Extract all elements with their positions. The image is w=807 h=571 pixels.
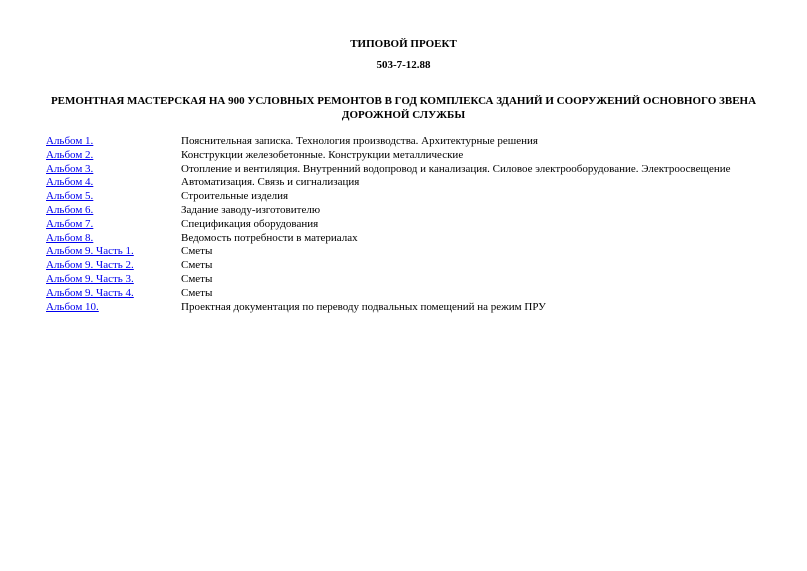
album-row bbox=[46, 204, 786, 218]
album-description: Сметы bbox=[181, 259, 213, 272]
album-description: Проектная документация по переводу подвальных помещений на режим ПРУ bbox=[181, 300, 546, 313]
album-description: Задание заводу-изготовителю bbox=[181, 203, 321, 216]
album-row bbox=[46, 245, 786, 259]
album-link[interactable]: Альбом 10. bbox=[46, 300, 99, 313]
album-link[interactable]: Альбом 9. Часть 3. bbox=[46, 272, 134, 285]
album-row bbox=[46, 218, 786, 232]
album-link[interactable]: Альбом 5. bbox=[46, 190, 94, 203]
album-description: Пояснительная записка. Технология производства. Архитектурные решения bbox=[181, 135, 538, 147]
album-link[interactable]: Альбом 3. bbox=[46, 162, 94, 175]
album-description: Сметы bbox=[181, 272, 213, 285]
album-link[interactable]: Альбом 4. bbox=[46, 176, 94, 189]
album-row bbox=[46, 259, 786, 273]
project-code-heading: 503-7-12.88 bbox=[376, 59, 431, 71]
album-row bbox=[46, 273, 786, 287]
album-link[interactable]: Альбом 1. bbox=[46, 135, 94, 147]
album-description: Конструкции железобетонные. Конструкции металлические bbox=[181, 148, 464, 161]
album-row bbox=[46, 301, 786, 315]
album-row bbox=[46, 232, 786, 246]
album-link[interactable]: Альбом 9. Часть 4. bbox=[46, 286, 134, 299]
album-description: Сметы bbox=[181, 286, 213, 299]
album-description: Ведомость потребности в материалах bbox=[181, 231, 358, 244]
album-row bbox=[46, 287, 786, 301]
album-row bbox=[46, 163, 786, 177]
project-type-heading: ТИПОВОЙ ПРОЕКТ bbox=[350, 38, 457, 50]
album-description: Сметы bbox=[181, 245, 213, 258]
album-link[interactable]: Альбом 9. Часть 1. bbox=[46, 245, 134, 258]
album-row bbox=[46, 176, 786, 190]
album-row bbox=[46, 149, 786, 163]
album-link[interactable]: Альбом 2. bbox=[46, 148, 94, 161]
album-link[interactable]: Альбом 8. bbox=[46, 231, 94, 244]
album-description: Спецификация оборудования bbox=[181, 217, 319, 230]
document-title: РЕМОНТНАЯ МАСТЕРСКАЯ НА 900 УСЛОВНЫХ РЕМОНТОВ В ГОД КОМПЛЕКСА ЗДАНИЙ И СООРУЖЕНИЙ ОСНОВНОГО ЗВЕНА ДОРОЖНОЙ СЛУЖБЫ bbox=[50, 95, 757, 121]
album-description: Автоматизация. Связь и сигнализация bbox=[181, 176, 360, 189]
album-row bbox=[46, 135, 786, 149]
album-list bbox=[46, 135, 786, 314]
album-link[interactable]: Альбом 9. Часть 2. bbox=[46, 259, 134, 272]
album-row bbox=[46, 190, 786, 204]
album-link[interactable]: Альбом 6. bbox=[46, 203, 94, 216]
album-description: Строительные изделия bbox=[181, 190, 289, 203]
album-description: Отопление и вентиляция. Внутренний водопровод и канализация. Силовое электрооборудование. Электроосвещение bbox=[181, 162, 731, 175]
album-link[interactable]: Альбом 7. bbox=[46, 217, 94, 230]
